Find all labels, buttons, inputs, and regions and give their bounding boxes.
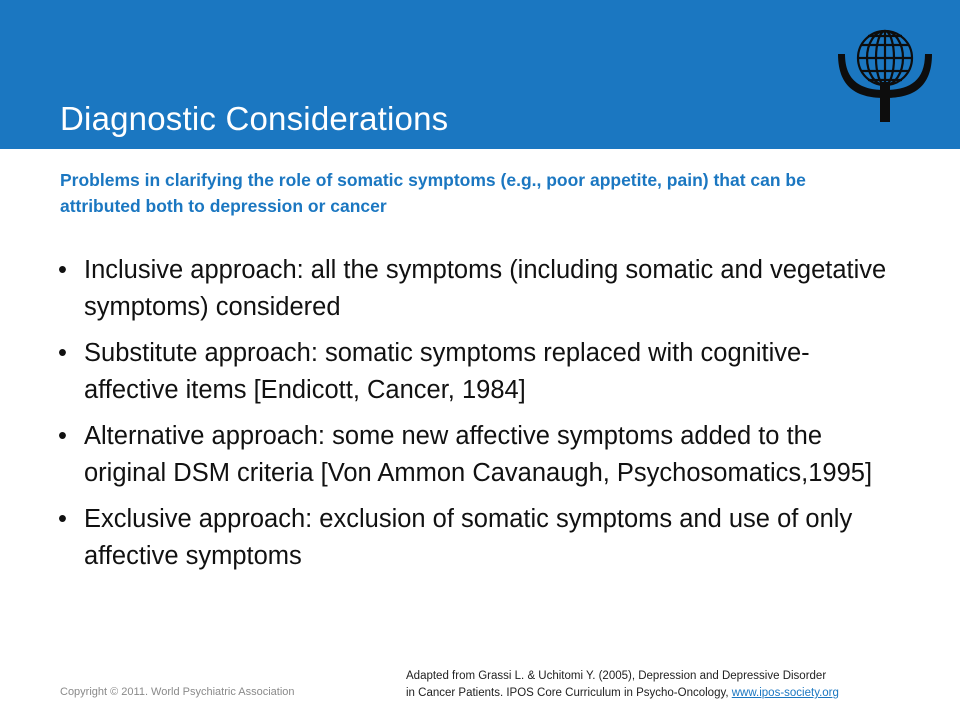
slide-title: Diagnostic Considerations xyxy=(60,100,449,137)
globe-psi-logo-icon xyxy=(830,20,940,130)
bullet-item xyxy=(58,335,898,409)
bullet-item xyxy=(58,501,898,575)
header-band xyxy=(0,0,960,149)
ipos-website-link[interactable]: www.ipos-society.org xyxy=(731,687,839,699)
bullet-text: Inclusive approach: all the symptoms (including somatic and vegetative symptoms) considered xyxy=(84,256,887,321)
source-citation xyxy=(406,668,946,702)
bullet-marker: • xyxy=(58,256,67,284)
bullet-item xyxy=(58,418,898,492)
slide-subtitle: Problems in clarifying the role of somatic symptoms (e.g., poor appetite, pain) that can be attributed both to depression or cancer xyxy=(60,170,806,216)
bullet-list xyxy=(58,252,898,584)
citation-line-1: Adapted from Grassi L. & Uchitomi Y. (2005), Depression and Depressive Disorder xyxy=(406,670,827,682)
bullet-marker: • xyxy=(58,422,67,450)
bullet-text: Exclusive approach: exclusion of somatic symptoms and use of only affective symptoms xyxy=(84,505,853,570)
copyright-notice: Copyright © 2011. World Psychiatric Association xyxy=(60,686,295,698)
bullet-text: Substitute approach: somatic symptoms replaced with cognitive-affective items [Endicott, Cancer, 1984] xyxy=(84,339,810,404)
bullet-marker: • xyxy=(58,505,67,533)
citation-line-2: in Cancer Patients. IPOS Core Curriculum in Psycho-Oncology, xyxy=(406,687,732,699)
bullet-item xyxy=(58,252,898,326)
bullet-marker: • xyxy=(58,339,67,367)
bullet-text: Alternative approach: some new affective symptoms added to the original DSM criteria [Von Ammon Cavanaugh, Psychosomatics,1995] xyxy=(84,422,873,487)
